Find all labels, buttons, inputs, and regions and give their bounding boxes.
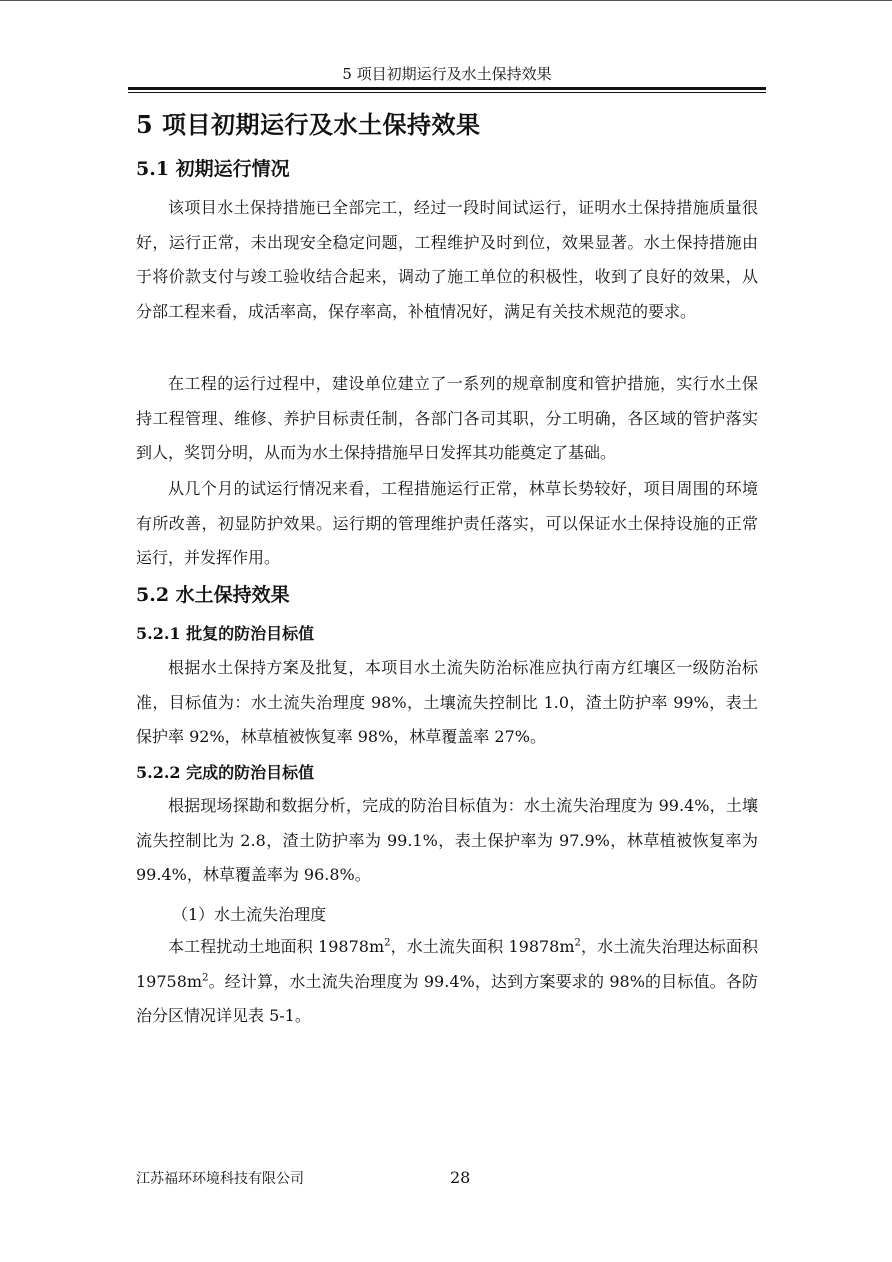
footer-company: 江苏福环环境科技有限公司 [136,1171,304,1187]
section-5-2-1-title: 5.2.1 批复的防治目标值 [136,624,315,643]
page-top-border [0,0,892,1]
paragraph-item-1 [136,930,758,1034]
section-5-2-2-title: 5.2.2 完成的防治目标值 [136,763,315,782]
paragraph-5-1-3: 从几个月的试运行情况来看，工程措施运行正常，林草长势较好，项目周围的环境有所改善，初显防护效果。运行期的管理维护责任落实，可以保证水土保持设施的正常运行，并发挥作用。 [136,479,758,567]
superscript: 2 [384,937,391,949]
paragraph-5-1-2: 在工程的运行过程中，建设单位建立了一系列的规章制度和管护措施，实行水土保持工程管理、维修、养护目标责任制，各部门各司其职，分工明确，各区域的管护落实到人，奖罚分明，从而为水土保持措施早日发挥其功能奠定了基础。 [136,374,758,462]
running-header: 5 项目初期运行及水土保持效果 [342,65,552,83]
text-run: 。经计算，水土流失治理度为 99.4%，达到方案要求的 98%的目标值。各防治分区情况详见表 5-1。 [136,971,758,1025]
header-rule-thick [128,87,766,90]
chapter-title: 5 项目初期运行及水土保持效果 [136,110,481,139]
text-run: ，水土流失面积 19878m [390,937,575,956]
section-5-1-title: 5.1 初期运行情况 [136,158,290,180]
header-rule-thin [128,92,766,93]
superscript: 2 [202,972,209,984]
text-run: ，水土流失治理达标面积 19758m [136,937,758,991]
text-run: 本工程扰动土地面积 19878m [168,937,385,956]
list-item-1: （1）水土流失治理度 [172,905,327,924]
page-number: 28 [450,1168,471,1187]
paragraph-5-2-2: 根据现场探勘和数据分析，完成的防治目标值为：水土流失治理度为 99.4%，土壤流失控制比为 2.8，渣土防护率为 99.1%，表土保护率为 97.9%，林草植被恢复率为 99.4%，林草覆盖率为 96.8%。 [136,796,758,884]
superscript: 2 [574,937,581,949]
paragraph-5-2-1: 根据水土保持方案及批复，本项目水土流失防治标准应执行南方红壤区一级防治标准，目标值为：水土流失治理度 98%，土壤流失控制比 1.0，渣土防护率 99%，表土保护率 92%，林草植被恢复率 98%，林草覆盖率 27%。 [136,658,758,746]
section-5-2-title: 5.2 水土保持效果 [136,584,290,606]
paragraph-5-1-1: 该项目水土保持措施已全部完工，经过一段时间试运行，证明水土保持措施质量很好，运行正常，未出现安全稳定问题，工程维护及时到位，效果显著。水土保持措施由于将价款支付与竣工验收结合起来，调动了施工单位的积极性，收到了良好的效果，从分部工程来看，成活率高，保存率高，补植情况好，满足有关技术规范的要求。 [136,198,758,321]
